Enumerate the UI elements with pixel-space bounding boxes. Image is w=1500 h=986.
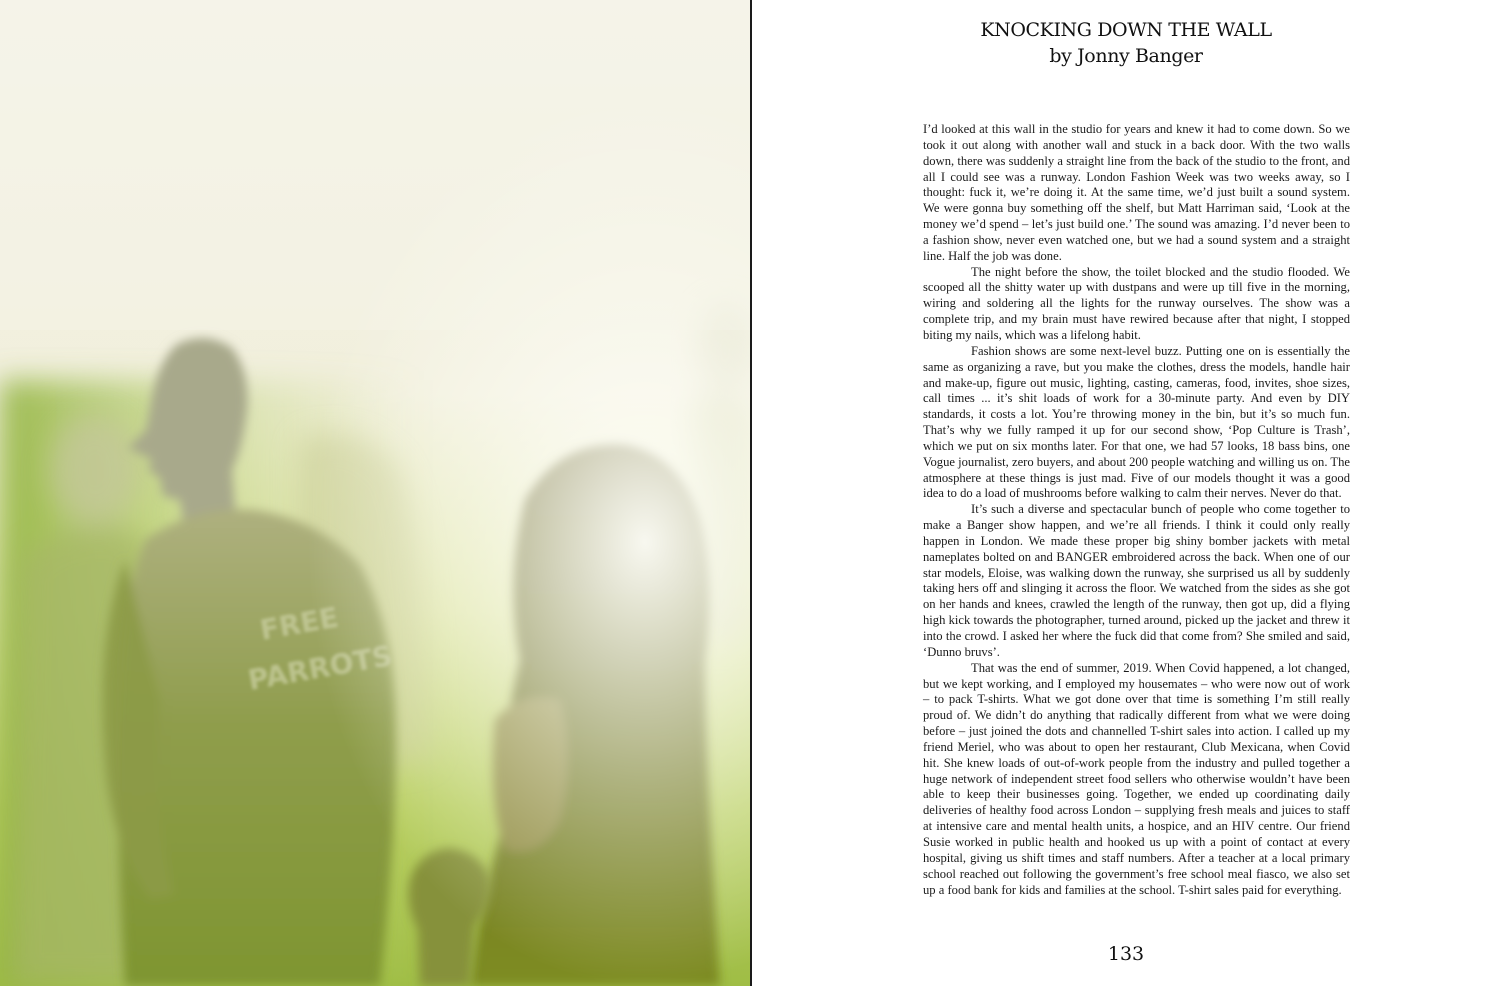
page-number: 133 [1107, 943, 1145, 965]
article-body [923, 122, 1350, 898]
paragraph-1: I’d looked at this wall in the studio for years and knew it had to come down. So we took it out along with another wall and stuck in a back door. With the two walls down, there was suddenly a straight line from the back of the studio to the front, and all I could see was a runway. London Fashion Week was two weeks away, so I thought: fuck it, we’re doing it. At the same time, we’d just built a sound system. We were gonna buy something off the shelf, but Matt Harriman said, ‘Look at the money we’d spend – let’s just build one.’ The sound was amazing. I’d never been to a fashion show, never even watched one, but we had a sound system and a straight line. Half the job was done. [923, 122, 1350, 263]
paragraph-4: It’s such a diverse and spectacular bunch of people who come together to make a Banger show happen, and we’re all friends. I think it could only really happen in London. We made these proper big shiny bomber jackets with metal nameplates bolted on and BANGER embroidered across the back. When one of our star models, Eloise, was walking down the runway, she surprised us all by suddenly taking hers off and slinging it across the floor. We watched from the sides as she got on her hands and knees, crawled the length of the runway, then got up, did a flying high kick towards the photographer, turned around, picked up the jacket and threw it into the crowd. I asked her where the fuck did that come from? She smiled and said, ‘Dunno bruvs’. [923, 502, 1350, 659]
paragraph-3: Fashion shows are some next-level buzz. Putting one on is essentially the same as organizing a rave, but you make the clothes, dress the models, handle hair and make-up, figure out music, lighting, casting, cameras, food, invites, shoe sizes, call times ... it’s shit loads of work for a 30-minute party. And even by DIY standards, it costs a lot. You’re throwing money in the bin, but it’s so much fun. That’s why we fully ramped it up for our second show, ‘Pop Culture is Trash’, which we put on six months later. For that one, we had 57 looks, 18 bass bins, one Vogue journalist, zero buyers, and about 200 people watching and willing us on. The atmosphere at these things is just mad. Five of our models thought it was a good idea to do a load of mushrooms before walking to calm their nerves. Never do that. [923, 343, 1350, 501]
paragraph-5: That was the end of summer, 2019. When Covid happened, a lot changed, but we kept working, and I employed my housemates – who were now out of work – to pack T-shirts. What we got done over that time is something I’m still really proud of. We didn’t do anything that radically different from what we were doing before – just joined the dots and channelled T-shirt sales into action. I called up my friend Meriel, who was about to open her restaurant, Club Mexicana, when Covid hit. She knew loads of out-of-work people from the industry and pulled together a huge network of independent street food sellers who otherwise wouldn’t have been able to keep their businesses going. Together, we ended up coordinating daily deliveries of healthy food across London – supplying fresh meals and juices to staff at intensive care and mental health units, a hospice, and an HIV centre. Our friend Susie worked in public health and hooked us up with a point of contact at every hospital, giving us shift times and staff numbers. After a teacher at a local primary school reached out following the government’s free school meal fiasco, we also set up a food bank for kids and families at the school. T-shirt sales paid for everything. [923, 660, 1350, 897]
paragraph-2: The night before the show, the toilet blocked and the studio flooded. We scooped all the shitty water up with dustpans and were up till five in the morning, wiring and soldering all the lights for the runway ourselves. The show was a complete trip, and my brain must have rewired because after that night, I stopped biting my nails, which was a lifelong habit. [923, 264, 1350, 342]
article-byline: by Jonny Banger [1049, 45, 1203, 67]
text-page [752, 0, 1500, 986]
article-title: KNOCKING DOWN THE WALL [980, 19, 1272, 41]
